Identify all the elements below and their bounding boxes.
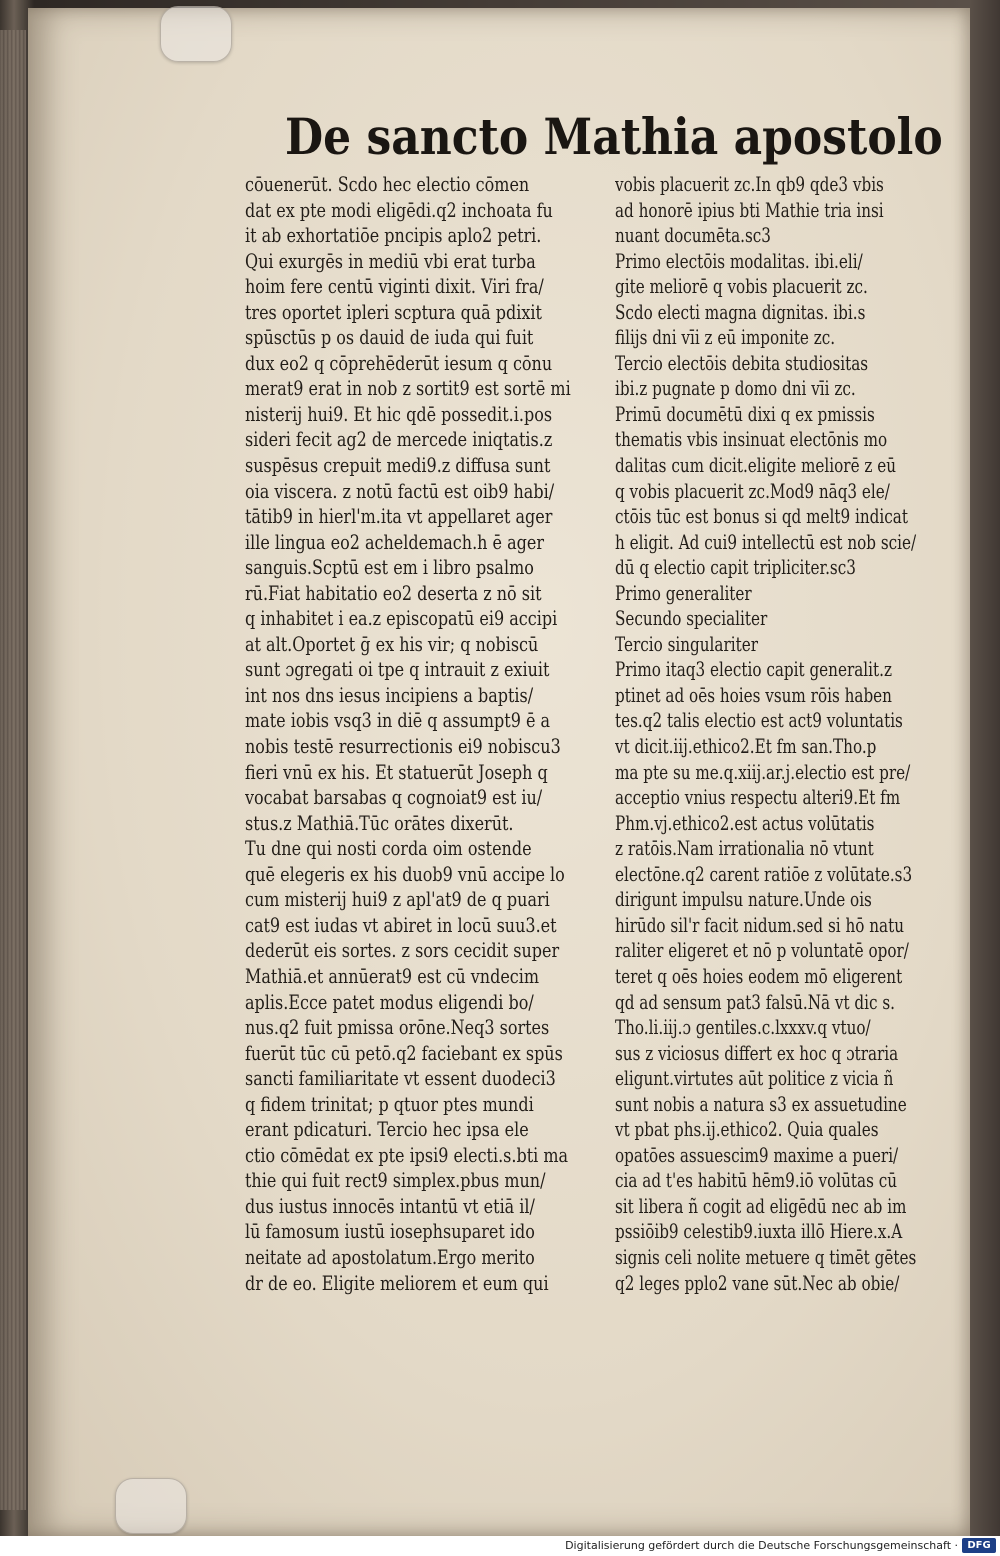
right-line: sus z viciosus differt ex hoc q ɔtraria: [615, 1040, 899, 1065]
page-heading: De sancto Mathia apostolo: [285, 107, 943, 166]
left-line: suspēsus crepuit medi9.z diffusa sunt: [245, 453, 551, 478]
left-line: Qui exurgēs in mediū vbi erat turba: [245, 248, 536, 273]
right-line: sunt nobis a natura s3 ex assuetudine: [615, 1091, 907, 1116]
right-line: ma pte su me.q.xiij.ar.j.electio est pre/: [615, 759, 911, 784]
left-line: rū.Fiat habitatio eo2 deserta z nō sit: [245, 580, 542, 605]
left-line: dus iustus innocēs intantū vt etiā il/: [245, 1193, 535, 1218]
right-line: ibi.z pugnate p domo dni vīi zc.: [615, 376, 856, 401]
right-line: qd ad sensum pat3 falsū.Nā vt dic s.: [615, 989, 896, 1014]
right-line: dalitas cum dicit.eligite meliorē z eū: [615, 453, 897, 478]
left-line: neitate ad apostolatum.Ergo merito: [245, 1244, 535, 1269]
right-line: cia ad t'es habitū hēm9.iō volūtas cū: [615, 1168, 898, 1193]
right-line: ad honorē ipius bti Mathie tria insi: [615, 197, 884, 222]
left-line: at alt.Oportet ḡ ex his vir; q nobiscū: [245, 631, 539, 656]
right-line: nuant documēta.sc3: [615, 223, 771, 248]
right-line: Scdo electi magna dignitas. ibi.s: [615, 299, 866, 324]
right-line: Tercio singulariter: [615, 631, 758, 656]
left-line: Mathiā.et annūerat9 est cū vndecim: [245, 963, 540, 988]
page-clip-bottom: [115, 1478, 187, 1534]
right-line: teret q oēs hoies eodem mō eligerent: [615, 963, 903, 988]
right-line: Tercio electōis debita studiositas: [615, 350, 869, 375]
book-fore-edge: [0, 30, 26, 1510]
left-line: erant pdicaturi. Tercio hec ipsa ele: [245, 1117, 529, 1142]
left-line: dederūt eis sortes. z sors cecidit super: [245, 938, 560, 963]
right-line: dū q electio capit tripliciter.sc3: [615, 555, 856, 580]
left-line: aplis.Ecce patet modus eligendi bo/: [245, 989, 534, 1014]
right-line: dirigunt impulsu nature.Unde ois: [615, 887, 872, 912]
right-line: q2 leges pplo2 vane sūt.Nec ab obie/: [615, 1270, 900, 1295]
footer-bar: [0, 1536, 1000, 1556]
right-line: electōne.q2 carent ratiōe z volūtate.s3: [615, 861, 913, 886]
left-line: thie qui fuit rect9 simplex.pbus mun/: [245, 1168, 546, 1193]
left-line: ille lingua eo2 acheldemach.h ē ager: [245, 529, 544, 554]
right-line: Tho.li.iij.ɔ gentiles.c.lxxxv.q vtuo/: [615, 1015, 871, 1040]
right-line: signis celi nolite metuere q timēt gētes: [615, 1244, 917, 1269]
right-line: tes.q2 talis electio est act9 voluntatis: [615, 708, 903, 733]
right-line: h eligit. Ad cui9 intellectū est nob scie/: [615, 529, 917, 554]
left-line: fieri vnū ex his. Et statuerūt Joseph q: [245, 759, 548, 784]
right-line: opatōes assuescim9 maxime a pueri/: [615, 1142, 899, 1167]
right-line: Primo itaq3 electio capit generalit.z: [615, 657, 892, 682]
right-line: filijs dni vīi z eū imponite zc.: [615, 325, 836, 350]
right-line: hirūdo sil'r facit nidum.sed si hō natu: [615, 912, 905, 937]
right-line: q vobis placuerit zc.Mod9 nāq3 ele/: [615, 478, 890, 503]
left-line: sideri fecit ag2 de mercede iniqtatis.z: [245, 427, 553, 452]
left-line: it ab exhortatiōe pncipis aplo2 petri.: [245, 223, 542, 248]
footer-credit: Digitalisierung gefördert durch die Deutsche Forschungsgemeinschaft ·: [565, 1539, 958, 1552]
left-line: mate iobis vsq3 in diē q assumpt9 ē a: [245, 708, 551, 733]
left-line: fuerūt tūc cū petō.q2 faciebant ex spūs: [245, 1040, 563, 1065]
right-line: thematis vbis insinuat electōnis mo: [615, 427, 888, 452]
left-line: lū famosum iustū iosephsuparet ido: [245, 1219, 535, 1244]
right-line: pssiōib9 celestib9.iuxta illō Hiere.x.A: [615, 1219, 903, 1244]
right-line: ctōis tūc est bonus si qd melt9 indicat: [615, 504, 908, 529]
right-line: acceptio vnius respectu alteri9.Et fm: [615, 785, 901, 810]
left-text-column: [245, 172, 610, 1296]
right-line: vt dicit.iij.ethico2.Et fm san.Tho.p: [615, 734, 877, 759]
left-line: nisterij hui9. Et hic qdē possedit.i.pos: [245, 401, 553, 426]
right-line: ptinet ad oēs hoies vsum rōis haben: [615, 682, 892, 707]
right-line: vt pbat phs.ij.ethico2. Quia quales: [615, 1117, 879, 1142]
dfg-logo-icon: DFG: [962, 1538, 996, 1553]
left-line: dat ex pte modi eligēdi.q2 inchoata fu: [245, 197, 553, 222]
left-line: sancti familiaritate vt essent duodeci3: [245, 1066, 556, 1091]
right-line: eligunt.virtutes aūt politice z vicia ñ: [615, 1066, 894, 1091]
left-line: merat9 erat in nob z sortit9 est sortē mi: [245, 376, 571, 401]
left-line: sunt ɔgregati oi tpe q intrauit z exiuit: [245, 657, 550, 682]
right-text-column: [615, 172, 965, 1296]
right-line: Primo generaliter: [615, 580, 752, 605]
left-line: tātib9 in hierl'm.ita vt appellaret ager: [245, 504, 553, 529]
left-line: hoim fere centū viginti dixit. Viri fra/: [245, 274, 544, 299]
right-line: vobis placuerit zc.In qb9 qde3 vbis: [615, 172, 884, 196]
left-line: sanguis.Scptū est em i libro psalmo: [245, 555, 534, 580]
left-line: cum misterij hui9 z apl'at9 de q puari: [245, 887, 550, 912]
left-line: q fidem trinitat; p qtuor ptes mundi: [245, 1091, 534, 1116]
left-line: nobis testē resurrectionis ei9 nobiscu3: [245, 734, 561, 759]
left-line: Tu dne qui nosti corda oim ostende: [245, 836, 532, 861]
left-line: stus.z Mathiā.Tūc orātes dixerūt.: [245, 810, 514, 835]
left-line: spūsctūs p os dauid de iuda qui fuit: [245, 325, 534, 350]
left-line: quē elegeris ex his duob9 vnū accipe lo: [245, 861, 565, 886]
left-line: cōuenerūt. Scdo hec electio cōmen: [245, 172, 530, 196]
left-line: oia viscera. z notū factū est oib9 habi/: [245, 478, 555, 503]
left-line: nus.q2 fuit pmissa orōne.Neq3 sortes: [245, 1015, 550, 1040]
page-clip-top: [160, 6, 232, 62]
right-line: sit libera ñ cogit ad eligēdū nec ab im: [615, 1193, 907, 1218]
right-line: Primū documētū dixi q ex pmissis: [615, 401, 875, 426]
left-line: cat9 est iudas vt abiret in locū suu3.et: [245, 912, 557, 937]
right-line: raliter eligeret et nō p voluntatē opor/: [615, 938, 909, 963]
left-line: ctio cōmēdat ex pte ipsi9 electi.s.bti ma: [245, 1142, 569, 1167]
left-line: q inhabitet i ea.z episcopatū ei9 accipi: [245, 606, 558, 631]
left-line: int nos dns iesus incipiens a baptis/: [245, 682, 534, 707]
right-line: Primo electōis modalitas. ibi.eli/: [615, 248, 863, 273]
left-line: dr de eo. Eligite meliorem et eum qui: [245, 1270, 549, 1295]
right-line: Phm.vj.ethico2.est actus volūtatis: [615, 810, 875, 835]
right-line: Secundo specialiter: [615, 606, 768, 631]
left-line: tres oportet ipleri scptura quā pdixit: [245, 299, 542, 324]
left-line: vocabat barsabas q cognoiat9 est iu/: [245, 785, 543, 810]
right-line: gite meliorē q vobis placuerit zc.: [615, 274, 868, 299]
right-line: z ratōis.Nam irrationalia nō vtunt: [615, 836, 874, 861]
left-line: dux eo2 q cōprehēderūt iesum q cōnu: [245, 350, 553, 375]
